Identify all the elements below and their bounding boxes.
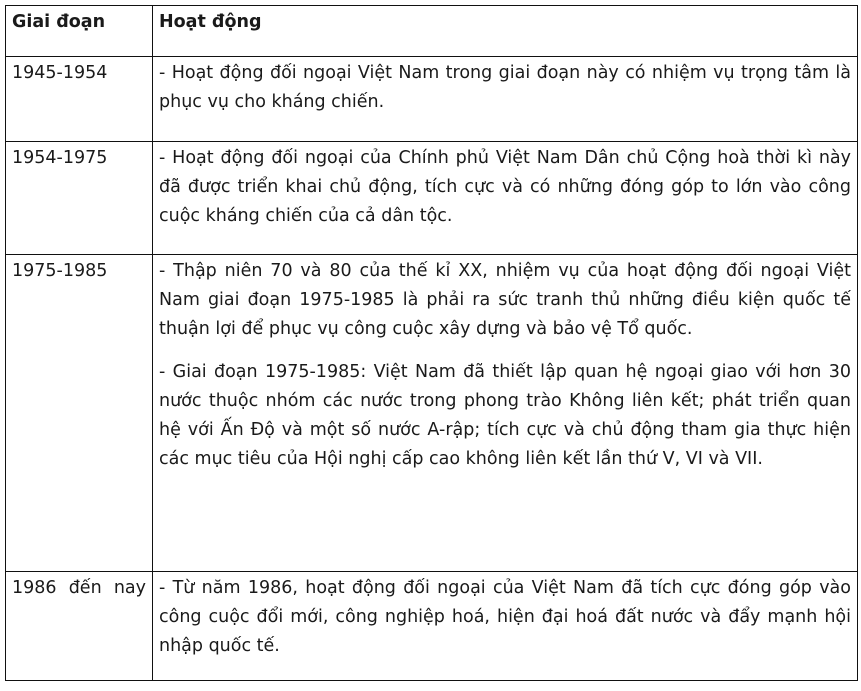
table-header-row [6,6,858,57]
activity-paragraph: - Thập niên 70 và 80 của thế kỉ XX, nhiệm vụ của hoạt động đối ngoại Việt Nam giai đoạn 1975-1985 là phải ra sức tranh thủ những điều kiện quốc tế thuận lợi để phục vụ công cuộc xây dựng và bảo vệ Tổ quốc. [159,261,851,339]
activity-cell [153,142,858,255]
activity-paragraph: - Hoạt động đối ngoại Việt Nam trong giai đoạn này có nhiệm vụ trọng tâm là phục vụ cho kháng chiến. [159,63,851,112]
activity-cell [153,255,858,572]
table-row [6,255,858,572]
period-cell: 1975-1985 [6,255,153,572]
activity-paragraph: - Hoạt động đối ngoại của Chính phủ Việt Nam Dân chủ Cộng hoà thời kì này đã được triển khai chủ động, tích cực và có những đóng góp to lớn vào công cuộc kháng chiến của cả dân tộc. [159,148,851,226]
period-cell: 1954-1975 [6,142,153,255]
activity-cell [153,572,858,681]
activity-cell [153,57,858,142]
activity-paragraph: - Từ năm 1986, hoạt động đối ngoại của Việt Nam đã tích cực đóng góp vào công cuộc đổi mới, công nghiệp hoá, hiện đại hoá đất nước và đẩy mạnh hội nhập quốc tế. [159,578,851,656]
activity-paragraph: - Giai đoạn 1975-1985: Việt Nam đã thiết lập quan hệ ngoại giao với hơn 30 nước thuộc nhóm các nước trong phong trào Không liên kết; phát triển quan hệ với Ấn Độ và một số nước A-rập; tích cực và chủ động tham gia thực hiện các mục tiêu của Hội nghị cấp cao không liên kết lần thứ V, VI và VII. [159,362,851,469]
header-activity: Hoạt động [153,6,858,57]
table-row [6,572,858,681]
period-cell: 1986 đến nay [6,572,153,681]
period-cell: 1945-1954 [6,57,153,142]
table-row [6,142,858,255]
table-row [6,57,858,142]
header-period: Giai đoạn [6,6,153,57]
history-table [5,5,858,681]
